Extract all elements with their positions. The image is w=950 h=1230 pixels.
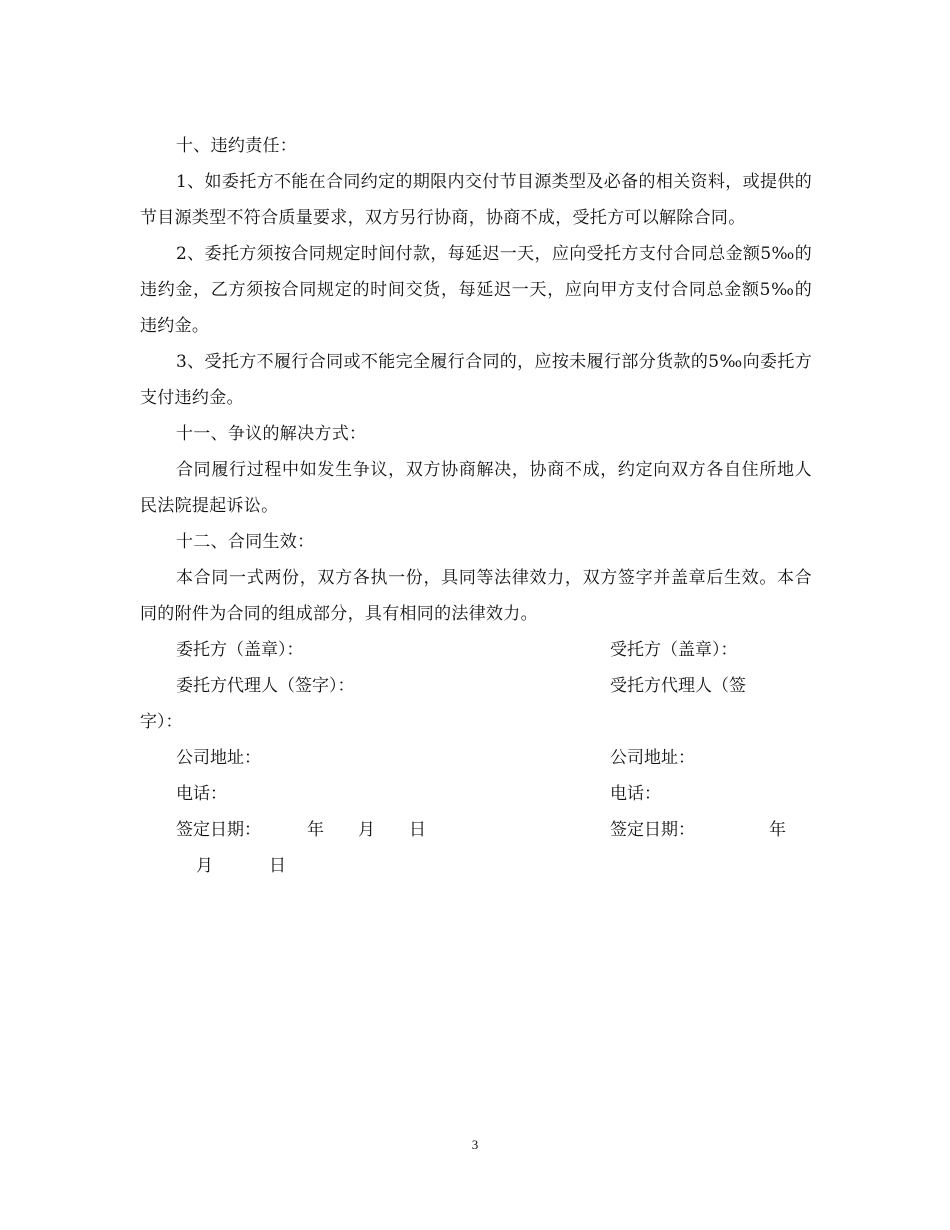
signature-agent-row <box>140 668 812 704</box>
contractor-seal-label: 受托方（盖章）： <box>610 640 738 660</box>
client-date <box>176 812 426 848</box>
contractor-date-label: 签定日期： <box>610 820 695 840</box>
contractor-agent-label-part1: 受托方代理人（签 <box>610 676 746 696</box>
signature-address-row <box>140 740 812 776</box>
section-10-clause-2: 2、委托方须按合同规定时间付款，每延迟一天，应向受托方支付合同总金额5‰的违约金，乙方须按合同规定的时间交货，每延迟一天，应向甲方支付合同总金额5‰的违约金。 <box>140 244 812 336</box>
contractor-date-continued <box>140 848 812 884</box>
contractor-date-day: 日 <box>269 856 286 876</box>
client-agent-label: 委托方代理人（签字）： <box>176 676 355 696</box>
contractor-date-year: 年 <box>769 820 786 840</box>
client-phone-label: 电话： <box>176 784 227 804</box>
page-number: 3 <box>471 1137 479 1152</box>
client-date-label: 签定日期： <box>176 820 261 840</box>
section-10-clause-1: 1、如委托方不能在合同约定的期限内交付节目源类型及必备的相关资料，或提供的节目源类型不符合质量要求，双方另行协商，协商不成，受托方可以解除合同。 <box>140 172 812 228</box>
section-12-title: 十二、合同生效： <box>176 532 315 552</box>
client-seal-label: 委托方（盖章）： <box>176 640 304 660</box>
contractor-agent-label-part2: 字）： <box>140 712 183 732</box>
section-10-clause-3: 3、受托方不履行合同或不能完全履行合同的，应按未履行部分货款的5‰向委托方支付违约金。 <box>140 352 812 408</box>
contractor-date <box>610 812 786 848</box>
client-address-label: 公司地址： <box>176 748 261 768</box>
document-body <box>140 128 812 884</box>
contractor-address-label: 公司地址： <box>610 748 695 768</box>
client-date-month: 月 <box>358 820 375 840</box>
signature-phone-row <box>140 776 812 812</box>
signature-date-row <box>140 812 812 848</box>
contractor-date-month: 月 <box>196 856 213 876</box>
section-12-body: 本合同一式两份，双方各执一份，具同等法律效力，双方签字并盖章后生效。本合同的附件为合同的组成部分，具有相同的法律效力。 <box>140 568 812 624</box>
section-11-title: 十一、争议的解决方式： <box>176 424 367 444</box>
section-10-title: 十、违约责任： <box>176 136 298 156</box>
signature-seal-row <box>140 632 812 668</box>
contractor-phone-label: 电话： <box>610 784 661 804</box>
client-date-day: 日 <box>409 820 426 840</box>
section-11-body: 合同履行过程中如发生争议，双方协商解决，协商不成，约定向双方各自住所地人民法院提起诉讼。 <box>140 460 812 516</box>
client-date-year: 年 <box>307 820 324 840</box>
